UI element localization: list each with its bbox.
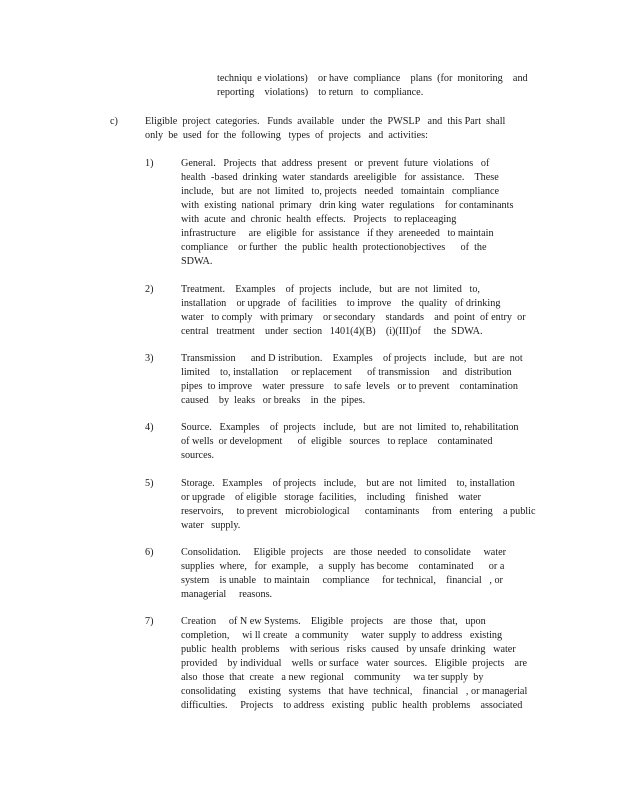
list-item-2	[181, 283, 541, 339]
list-item-7	[181, 615, 541, 713]
text-line: techniqu e violations) or have compliance plans (for monitoring and	[217, 73, 528, 84]
text-line: system is unable to maintain compliance for technical, financial , or	[181, 575, 503, 586]
text-line: Treatment. Examples of projects include, but are not limited to,	[181, 284, 480, 295]
text-line: Source. Examples of projects include, but are not limited to, rehabilitation	[181, 422, 519, 433]
text-line: Creation of N ew Systems. Eligible projects are those that, upon	[181, 616, 486, 627]
text-line: water supply.	[181, 520, 241, 531]
list-item-6	[181, 546, 541, 602]
list-item-3	[181, 352, 541, 408]
text-line: supplies where, for example, a supply has become contaminated or a	[181, 561, 505, 572]
list-item-number: 3)	[145, 353, 154, 364]
list-item-number: 4)	[145, 422, 154, 433]
text-line: sources.	[181, 450, 215, 461]
continuation-paragraph	[217, 72, 542, 100]
text-line: Storage. Examples of projects include, but are not limited to, installation	[181, 478, 515, 489]
text-line: managerial reasons.	[181, 589, 273, 600]
text-line: Consolidation. Eligible projects are those needed to consolidate water	[181, 547, 507, 558]
text-line: consolidating existing systems that have technical, financial , or managerial	[181, 686, 528, 697]
list-item-number: 5)	[145, 478, 154, 489]
text-line: Eligible project categories. Funds available under the PWSLP and this Part shall	[145, 116, 506, 127]
text-line: central treatment under section 1401(4)(B) (i)(III)of the SDWA.	[181, 326, 483, 337]
text-line: reporting violations) to return to compliance.	[217, 87, 424, 98]
text-line: water to comply with primary or secondary standards and point of entry or	[181, 312, 526, 323]
text-line: also those that create a new regional community wa ter supply by	[181, 672, 484, 683]
section-c-paragraph	[145, 115, 540, 143]
list-item-4	[181, 421, 541, 463]
text-line: installation or upgrade of facilities to improve the quality of drinking	[181, 298, 501, 309]
section-marker: c)	[110, 116, 118, 127]
list-item-number: 6)	[145, 547, 154, 558]
list-item-number: 1)	[145, 158, 154, 169]
text-line: pipes to improve water pressure to safe levels or to prevent contamination	[181, 381, 518, 392]
text-line: of wells or development of eligible sources to replace contaminated	[181, 436, 493, 447]
text-line: or upgrade of eligible storage facilities, including finished water	[181, 492, 481, 503]
text-line: public health problems with serious risks caused by unsafe drinking water	[181, 644, 516, 655]
text-line: health -based drinking water standards areeligible for assistance. These	[181, 172, 499, 183]
text-line: caused by leaks or breaks in the pipes.	[181, 395, 366, 406]
list-item-number: 2)	[145, 284, 154, 295]
text-line: Transmission and D istribution. Examples of projects include, but are not	[181, 353, 523, 364]
text-line: with acute and chronic health effects. Projects to replaceaging	[181, 214, 457, 225]
text-line: reservoirs, to prevent microbiological contaminants from entering a public	[181, 506, 536, 517]
list-item-number: 7)	[145, 616, 154, 627]
text-line: completion, wi ll create a community water supply to address existing	[181, 630, 503, 641]
text-line: SDWA.	[181, 256, 213, 267]
text-line: General. Projects that address present or prevent future violations of	[181, 158, 490, 169]
text-line: provided by individual wells or surface water sources. Eligible projects are	[181, 658, 527, 669]
text-line: limited to, installation or replacement of transmission and distribution	[181, 367, 512, 378]
text-line: with existing national primary drin king water regulations for contaminants	[181, 200, 514, 211]
text-line: include, but are not limited to, projects needed tomaintain compliance	[181, 186, 499, 197]
text-line: difficulties. Projects to address existing public health problems associated	[181, 700, 523, 711]
text-line: compliance or further the public health protectionobjectives of the	[181, 242, 487, 253]
list-item-1	[181, 157, 541, 269]
text-line: infrastructure are eligible for assistance if they areneeded to maintain	[181, 228, 494, 239]
text-line: only be used for the following types of projects and activities:	[145, 130, 428, 141]
list-item-5	[181, 477, 541, 533]
